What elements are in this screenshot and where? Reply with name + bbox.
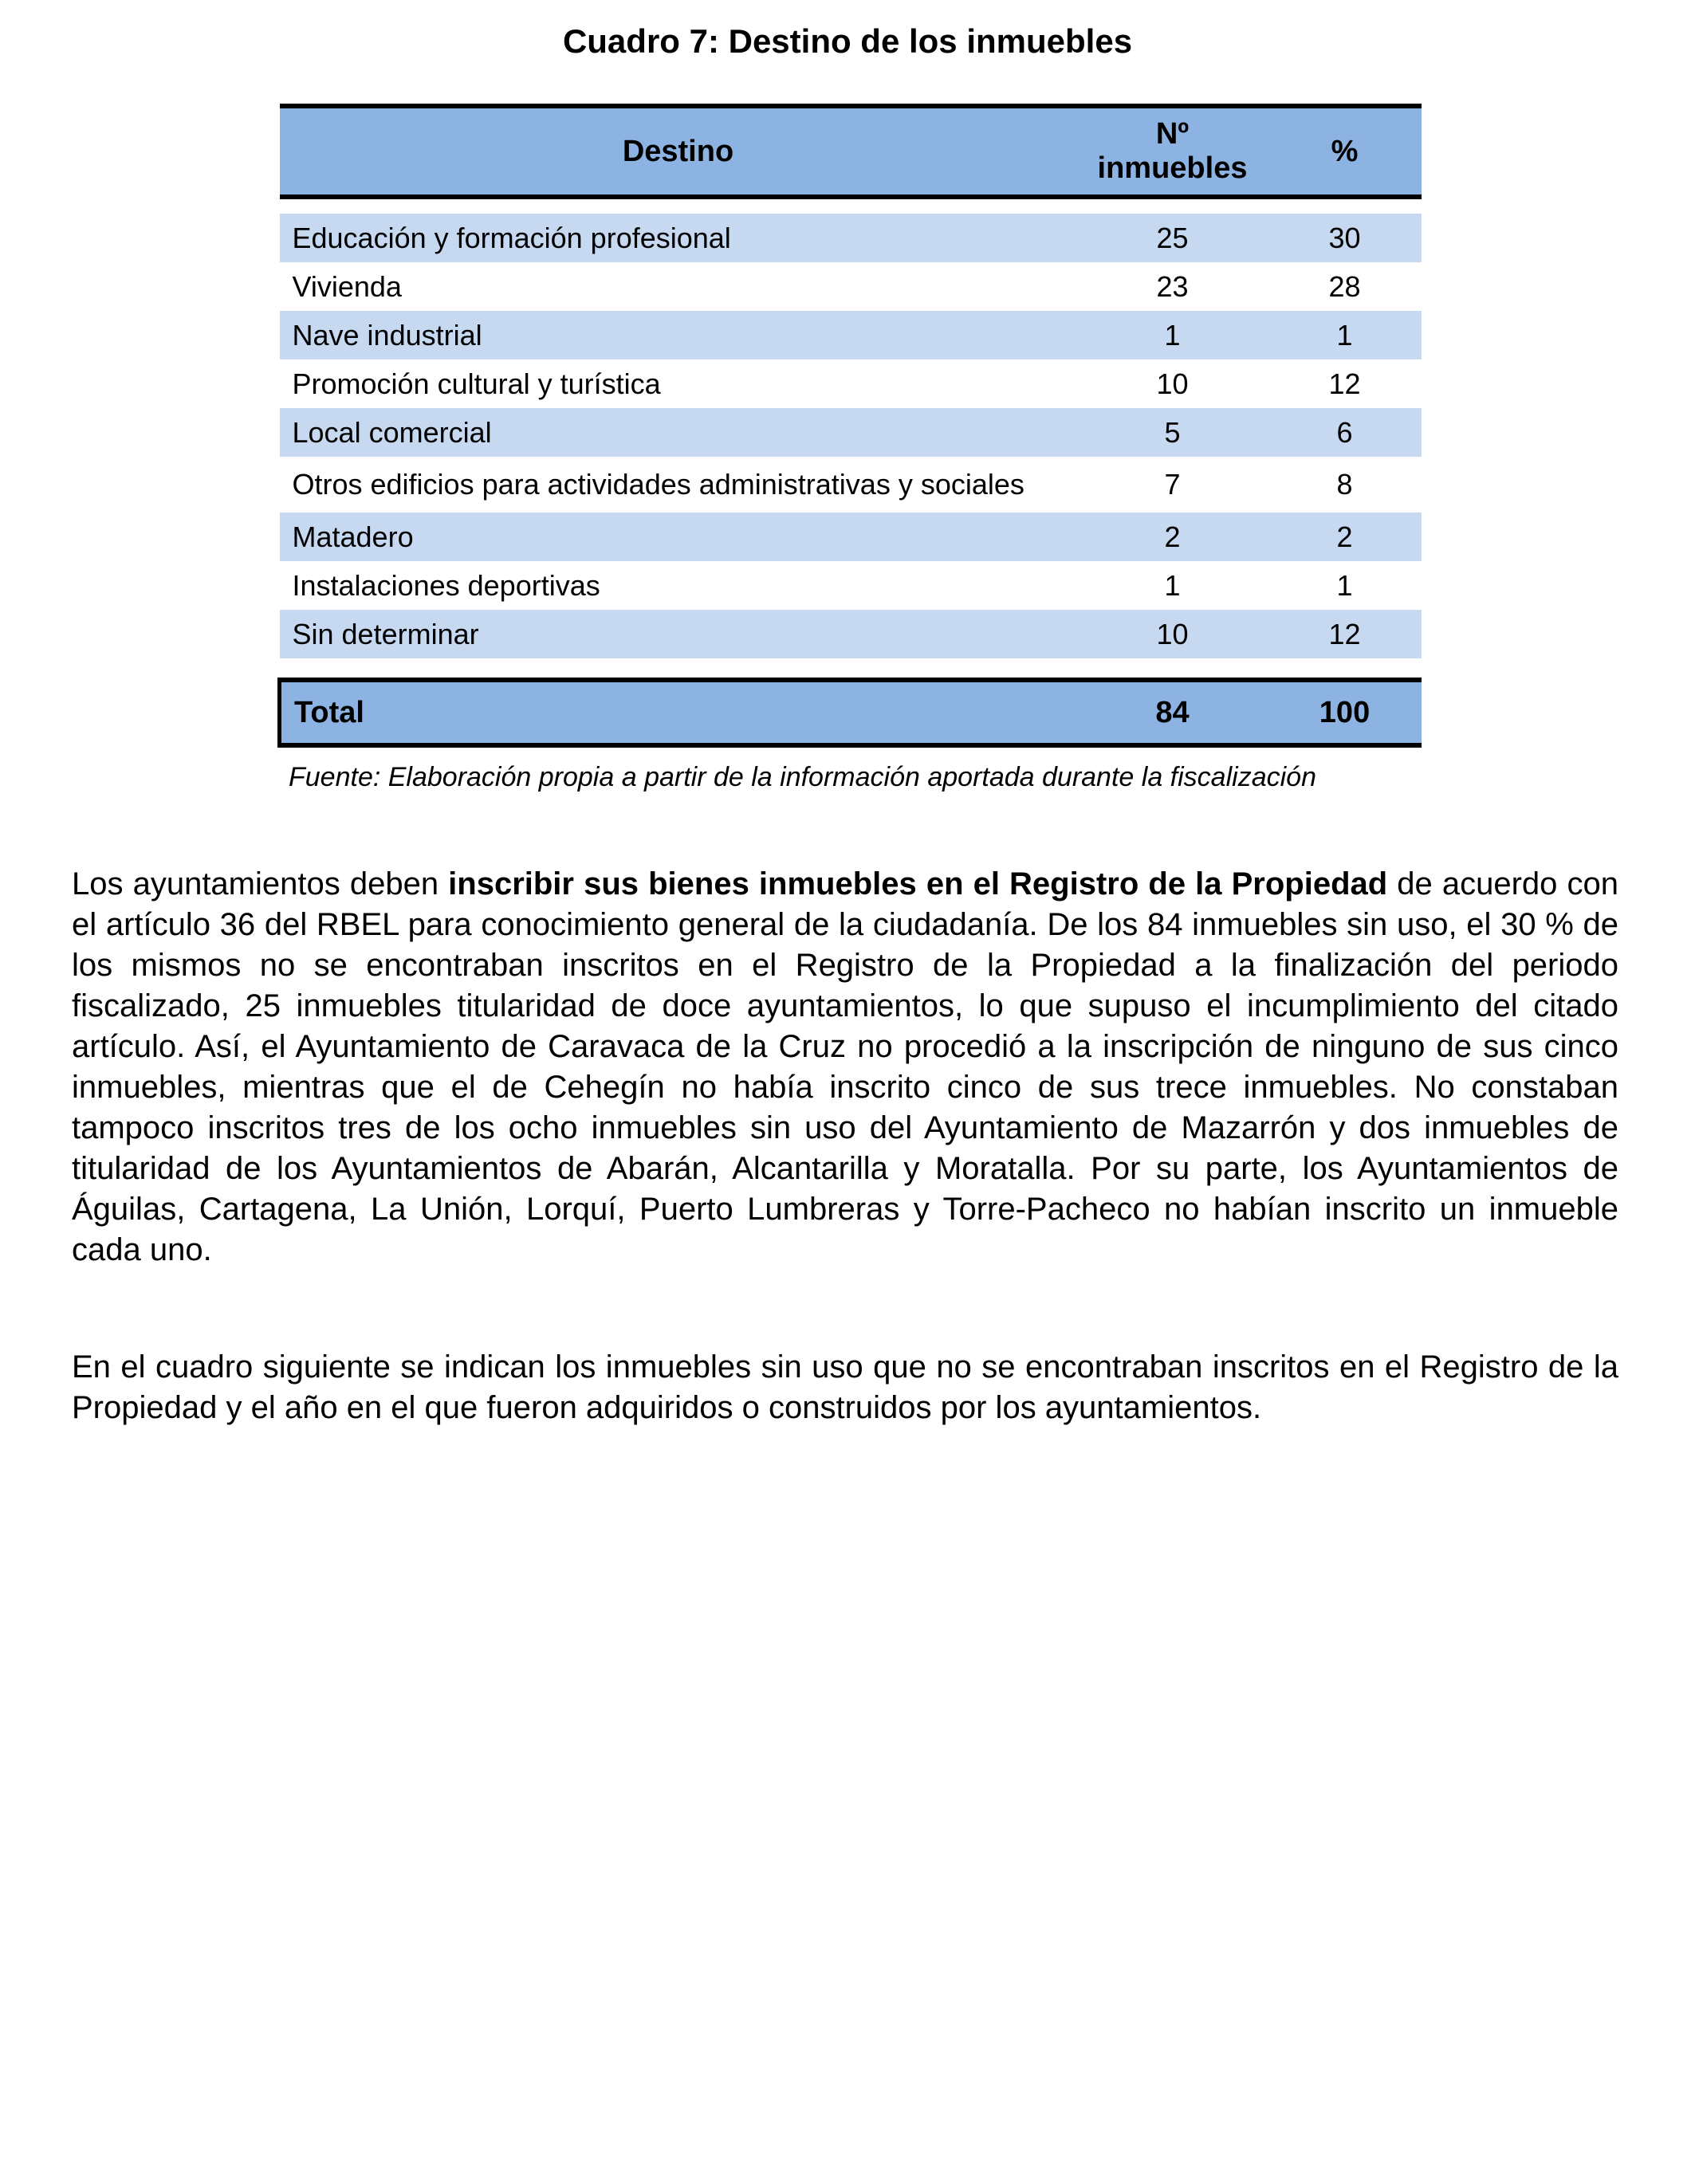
total-porcentaje: 100: [1268, 680, 1422, 745]
table-row: [280, 457, 1422, 513]
table-row: [280, 214, 1422, 262]
table-row: [280, 262, 1422, 311]
cell-numero: 2: [1077, 513, 1268, 561]
table-source-note: Fuente: Elaboración propia a partir de la información aportada durante la fiscalización: [289, 762, 1316, 792]
table-row: [280, 359, 1422, 408]
cell-porcentaje: 12: [1268, 610, 1422, 658]
cell-destino: Matadero: [280, 513, 1077, 561]
cell-numero: 10: [1077, 359, 1268, 408]
cell-destino: Vivienda: [280, 262, 1077, 311]
cell-porcentaje: 28: [1268, 262, 1422, 311]
cell-destino: Promoción cultural y turística: [280, 359, 1077, 408]
cell-porcentaje: 8: [1268, 457, 1422, 513]
paragraph-cuadro-siguiente: En el cuadro siguiente se indican los inmuebles sin uso que no se encontraban inscritos en el Registro de la Propiedad y el año en el que fueron adquiridos o construidos por los ayuntamientos.: [72, 1349, 1618, 1425]
table-row: [280, 610, 1422, 658]
cell-porcentaje: 6: [1268, 408, 1422, 457]
table-row: [280, 408, 1422, 457]
cell-porcentaje: 30: [1268, 214, 1422, 262]
cell-porcentaje: 1: [1268, 561, 1422, 610]
table-header-row: [280, 106, 1422, 197]
cell-numero: 7: [1077, 457, 1268, 513]
paragraph-registro: [72, 864, 1618, 1271]
cell-numero: 10: [1077, 610, 1268, 658]
destino-table-container: [277, 104, 1419, 748]
table-total-row: [280, 680, 1422, 745]
cell-numero: 1: [1077, 561, 1268, 610]
destino-table: [277, 104, 1422, 748]
header-numero: [1077, 106, 1268, 197]
total-label: Total: [280, 680, 1077, 745]
table-row: [280, 513, 1422, 561]
cell-destino: Educación y formación profesional: [280, 214, 1077, 262]
cell-destino: Sin determinar: [280, 610, 1077, 658]
cell-destino: Instalaciones deportivas: [280, 561, 1077, 610]
cell-porcentaje: 1: [1268, 311, 1422, 359]
cell-porcentaje: 12: [1268, 359, 1422, 408]
cell-numero: 1: [1077, 311, 1268, 359]
table-row: [280, 311, 1422, 359]
header-numero-line2: inmuebles: [1097, 151, 1248, 185]
cell-destino: Nave industrial: [280, 311, 1077, 359]
header-destino: Destino: [280, 106, 1077, 197]
cell-porcentaje: 2: [1268, 513, 1422, 561]
total-numero: 84: [1077, 680, 1268, 745]
paragraph-registro-body: de acuerdo con el artículo 36 del RBEL para conocimiento general de la ciudadanía. De los 84 inmuebles sin uso, el 30 % de los mismos no se encontraban inscritos en el Registro de la Propiedad a la finalización del periodo fiscalizado, 25 inmuebles titularidad de doce ayuntamientos, lo que supuso el incumplimiento del citado artículo. Así, el Ayuntamiento de Caravaca de la Cruz no procedió a la inscripción de ninguno de sus cinco inmuebles, mientras que el de Cehegín no había inscrito cinco de sus trece inmuebles. No constaban tampoco inscritos tres de los ocho inmuebles sin uso del Ayuntamiento de Mazarrón y dos inmuebles de titularidad de los Ayuntamientos de Abarán, Alcantarilla y Moratalla. Por su parte, los Ayuntamientos de Águilas, Cartagena, La Unión, Lorquí, Puerto Lumbreras y Torre-Pacheco no habían inscrito un inmueble cada uno.: [72, 866, 1619, 1267]
cell-destino: Local comercial: [280, 408, 1077, 457]
cell-numero: 23: [1077, 262, 1268, 311]
paragraph-registro-emphasis: inscribir sus bienes inmuebles en el Registro de la Propiedad: [448, 866, 1388, 901]
header-porcentaje: %: [1268, 106, 1422, 197]
cell-numero: 25: [1077, 214, 1268, 262]
table-title: Cuadro 7: Destino de los inmuebles: [562, 22, 1133, 60]
cell-destino: Otros edificios para actividades administrativas y sociales: [280, 457, 1077, 513]
cell-numero: 5: [1077, 408, 1268, 457]
paragraph-registro-intro: Los ayuntamientos deben: [72, 866, 449, 901]
header-numero-line1: Nº: [1155, 117, 1190, 151]
table-row: [280, 561, 1422, 610]
